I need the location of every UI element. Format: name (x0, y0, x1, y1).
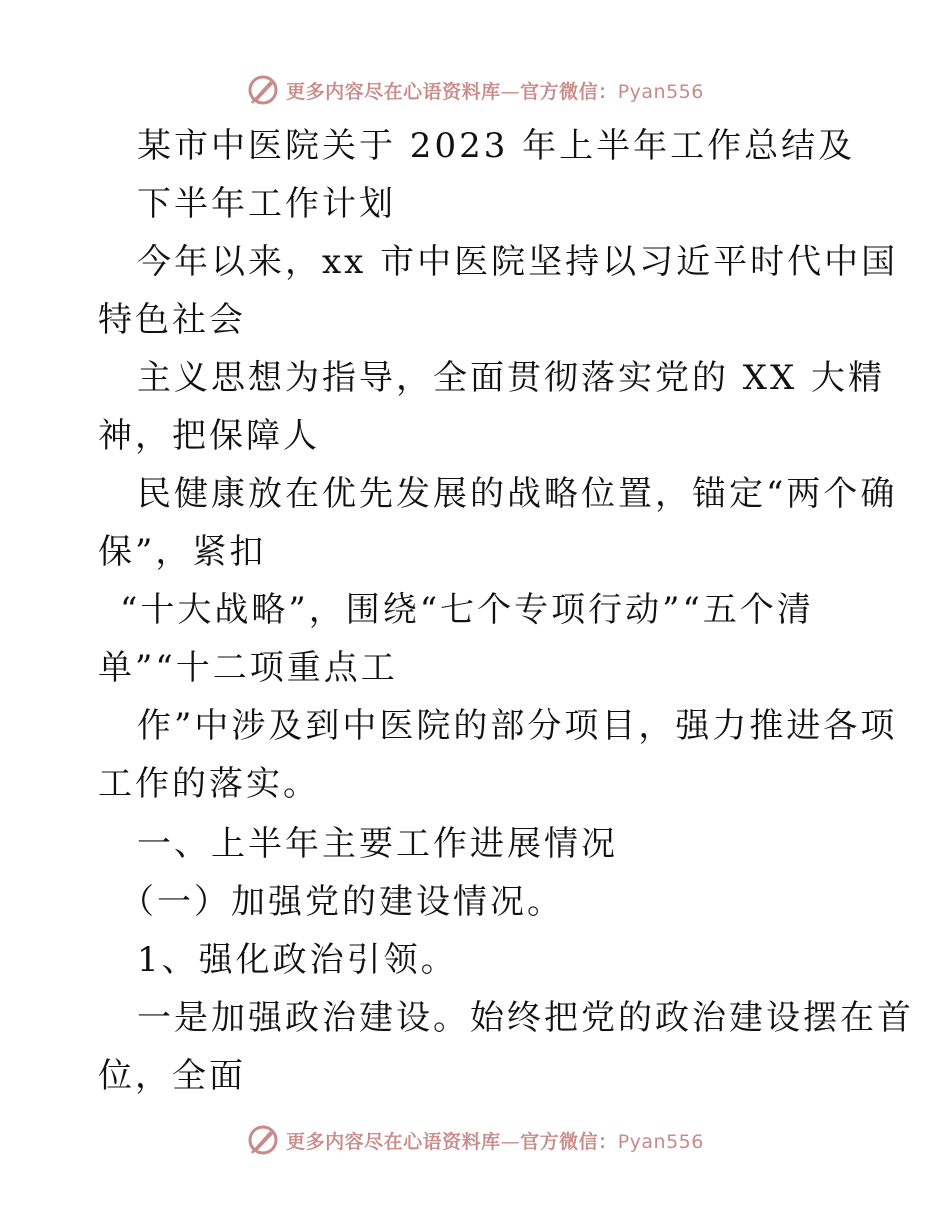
header-watermark (0, 70, 950, 110)
feather-pen-seal-icon (246, 1123, 280, 1157)
doc-title-line-2: 下半年工作计划 (137, 184, 396, 224)
doc-text-line: 单”“十二项重点工 (98, 648, 398, 688)
doc-text-line: 神，把保障人 (98, 416, 320, 456)
feather-pen-seal-icon (246, 73, 280, 107)
doc-text-line: “十大战略”，围绕“七个专项行动”“五个清 (120, 590, 814, 630)
subsection-heading: （一）加强党的建设情况。 (120, 882, 564, 922)
doc-text-line: 作”中涉及到中医院的部分项目，强力推进各项 (137, 706, 898, 746)
watermark-text: 更多内容尽在心语资料库—官方微信：Pyan556 (286, 1130, 704, 1153)
footer-watermark (0, 1120, 950, 1160)
doc-text-line: 保”，紧扣 (98, 532, 267, 572)
doc-text-line: 今年以来，xx 市中医院坚持以习近平时代中国 (137, 242, 899, 282)
doc-text-line: 特色社会 (98, 300, 246, 340)
doc-text-line: 工作的落实。 (98, 764, 320, 804)
doc-text-line: 一是加强政治建设。始终把党的政治建设摆在首 (137, 998, 914, 1038)
section-heading: 一、上半年主要工作进展情况 (137, 824, 618, 864)
doc-text-line: 主义思想为指导，全面贯彻落实党的 XX 大精 (137, 358, 886, 398)
item-heading: 1、强化政治引领。 (137, 940, 458, 980)
doc-title-line-1: 某市中医院关于 2023 年上半年工作总结及 (137, 126, 856, 166)
doc-text-line: 位，全面 (98, 1056, 246, 1096)
doc-text-line: 民健康放在优先发展的战略位置，锚定“两个确 (137, 474, 898, 514)
watermark-text: 更多内容尽在心语资料库—官方微信：Pyan556 (286, 80, 704, 103)
